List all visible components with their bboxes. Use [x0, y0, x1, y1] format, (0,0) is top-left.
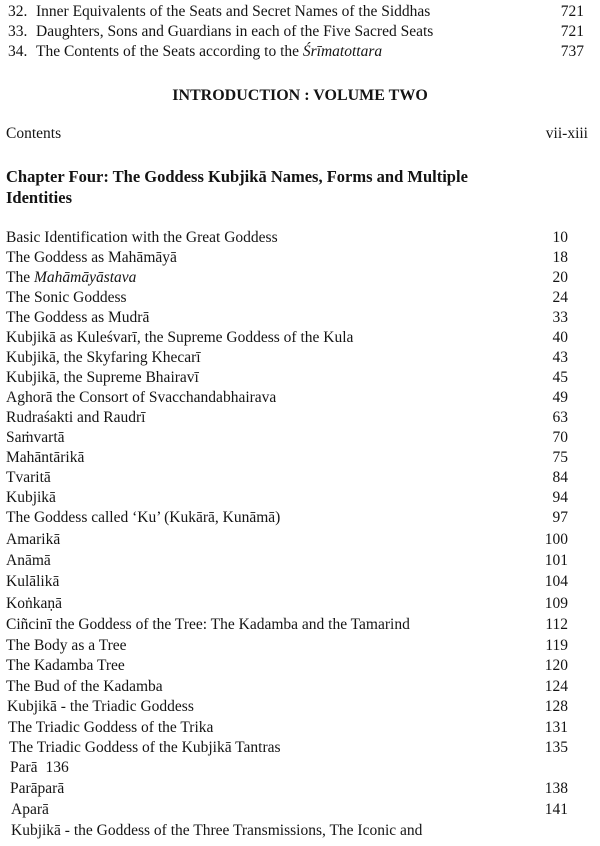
toc-entry — [0, 288, 600, 308]
entry-title: Koṅkaṇā — [6, 595, 62, 612]
entry-title-text: The Mahāmāyāstava — [6, 269, 137, 286]
entry-title: Kubjikā, the Supreme Bhairavī — [6, 369, 199, 386]
entry-title: Aparā — [11, 801, 49, 818]
contents-label: Contents — [6, 125, 62, 142]
toc-entry — [0, 448, 600, 468]
toc-entry — [0, 636, 600, 656]
toc-entry — [0, 428, 600, 448]
toc-entry — [0, 779, 600, 799]
entry-page: 75 — [552, 449, 568, 466]
entry-title: Kubjikā, the Skyfaring Khecarī — [6, 349, 201, 366]
entry-page: 70 — [552, 429, 568, 446]
toc-entry — [0, 615, 600, 635]
toc-entry — [0, 758, 600, 778]
entry-title-text: Parā — [10, 759, 38, 776]
entry-page: 43 — [552, 349, 568, 366]
entry-title: The Body as a Tree — [6, 637, 127, 654]
entry-title — [6, 268, 136, 288]
toc-entry — [0, 268, 600, 288]
entry-title: The Sonic Goddess — [6, 289, 127, 306]
entry-title: The Kadamba Tree — [6, 657, 125, 674]
entry-page: 10 — [552, 229, 568, 246]
entry-page: 20 — [552, 269, 568, 286]
entry-page: 63 — [552, 409, 568, 426]
toc-entry — [0, 551, 600, 571]
toc-entry-33 — [0, 22, 600, 42]
toc-entry — [0, 821, 600, 841]
toc-entry — [0, 697, 600, 717]
entry-page: 18 — [552, 249, 568, 266]
entry-page: 45 — [552, 369, 568, 386]
toc-entry-32 — [0, 2, 600, 22]
entry-page: 119 — [545, 637, 568, 654]
entry-page: 136 — [45, 759, 69, 776]
toc-entry — [0, 488, 600, 508]
toc-entry — [0, 228, 600, 248]
entry-page: 124 — [544, 678, 568, 695]
entry-page: 94 — [552, 489, 568, 506]
toc-entry — [0, 738, 600, 758]
toc-entry — [0, 594, 600, 614]
entry-page: 49 — [552, 389, 568, 406]
entry-page: 84 — [552, 469, 568, 486]
entry-title: The Goddess as Mahāmāyā — [6, 249, 177, 266]
entry-title: Kubjikā - the Goddess of the Three Transmissions, The Iconic and — [11, 822, 423, 839]
toc-entry — [0, 530, 600, 550]
entry-title: Kulālikā — [6, 573, 60, 590]
entry-title: The Bud of the Kadamba — [6, 678, 163, 695]
entry-page: 138 — [544, 780, 568, 797]
toc-entry — [0, 248, 600, 268]
entry-title: Amarikā — [6, 531, 61, 548]
entry-title: Inner Equivalents of the Seats and Secret Names of the Siddhas — [36, 3, 431, 20]
entry-title: The Goddess called ‘Ku’ (Kukārā, Kunāmā) — [6, 509, 281, 526]
toc-entry — [0, 468, 600, 488]
toc-entry — [0, 388, 600, 408]
entry-page: 135 — [544, 739, 568, 756]
entry-title: Rudraśakti and Raudrī — [6, 409, 146, 426]
toc-entry — [0, 348, 600, 368]
entry-title: Tvaritā — [6, 469, 51, 486]
toc-entry — [0, 656, 600, 676]
toc-entry — [0, 572, 600, 592]
toc-entry — [0, 328, 600, 348]
entry-title: The Triadic Goddess of the Kubjikā Tantras — [9, 739, 281, 756]
entry-number: 32. — [8, 3, 28, 20]
entry-title: The Goddess as Mudrā — [6, 309, 150, 326]
toc-entry — [0, 800, 600, 820]
entry-page: 101 — [544, 552, 568, 569]
toc-entry — [0, 368, 600, 388]
entry-title: Parāparā — [10, 780, 65, 797]
entry-title: Kubjikā as Kuleśvarī, the Supreme Goddess of the Kula — [6, 329, 354, 346]
entry-title: Mahāntārikā — [6, 449, 85, 466]
entry-number: 33. — [8, 23, 28, 40]
entry-page: 721 — [560, 23, 584, 40]
entry-title: The Triadic Goddess of the Trika — [8, 719, 214, 736]
entry-page: 128 — [544, 698, 568, 715]
entry-page: 112 — [545, 616, 568, 633]
entry-page: 721 — [560, 3, 584, 20]
chapter-title: Chapter Four: The Goddess Kubjikā Names, Forms and Multiple Identities — [6, 167, 468, 207]
entry-title: Saṁvartā — [6, 429, 65, 446]
entry-page: 33 — [552, 309, 568, 326]
toc-entry-34 — [0, 42, 600, 62]
toc-entry — [0, 718, 600, 738]
entry-title — [10, 758, 69, 778]
toc-entry — [0, 408, 600, 428]
entry-page: 131 — [544, 719, 568, 736]
section-title: INTRODUCTION : VOLUME TWO — [172, 87, 428, 104]
entry-title: Kubjikā — [6, 489, 56, 506]
toc-entry — [0, 308, 600, 328]
entry-page: 40 — [552, 329, 568, 346]
entry-page: 100 — [544, 531, 568, 548]
entry-page: 24 — [552, 289, 568, 306]
entry-title: Daughters, Sons and Guardians in each of the Five Sacred Seats — [36, 23, 434, 40]
entry-title: Basic Identification with the Great Goddess — [6, 229, 278, 246]
toc-entry — [0, 508, 600, 528]
entry-page: 120 — [544, 657, 568, 674]
entry-page: 109 — [544, 595, 568, 612]
entry-title: Aghorā the Consort of Svacchandabhairava — [6, 389, 277, 406]
entry-page: 737 — [560, 43, 584, 60]
entry-page: 97 — [552, 509, 568, 526]
entry-number: 34. — [8, 43, 28, 60]
entry-title: Anāmā — [6, 552, 51, 569]
toc-entry — [0, 677, 600, 697]
entry-title: The Contents of the Seats according to the Śrīmatottara — [36, 43, 383, 60]
contents-pages: vii-xiii — [545, 125, 588, 142]
entry-title: Kubjikā - the Triadic Goddess — [7, 698, 194, 715]
entry-title: Ciñcinī the Goddess of the Tree: The Kadamba and the Tamarind — [6, 616, 410, 633]
entry-page: 141 — [544, 801, 568, 818]
entry-page: 104 — [544, 573, 568, 590]
